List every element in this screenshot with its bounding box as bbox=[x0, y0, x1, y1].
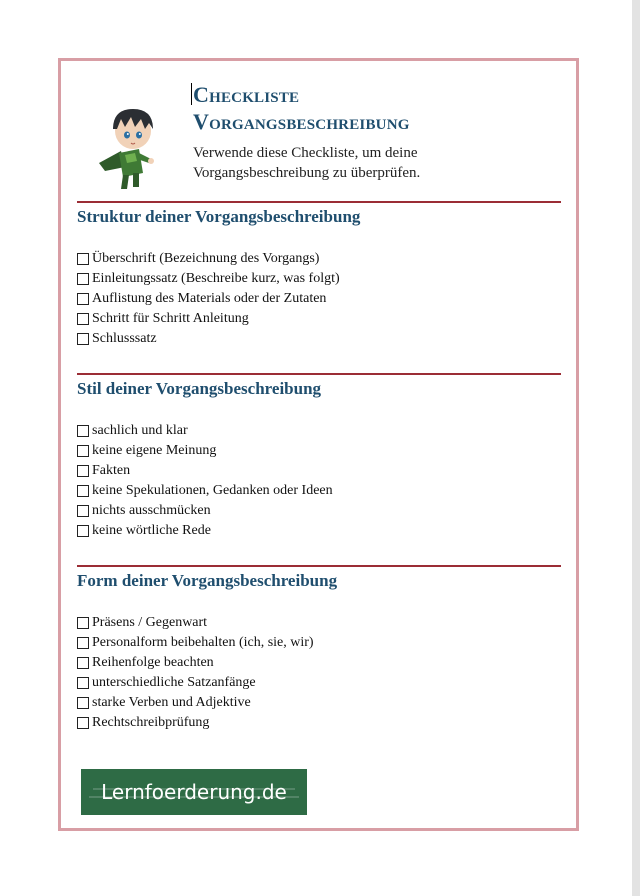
checkbox[interactable] bbox=[77, 697, 89, 709]
text-cursor bbox=[191, 83, 192, 105]
checklist-item-label: starke Verben und Adjektive bbox=[92, 695, 251, 710]
checklist-item-label: Fakten bbox=[92, 463, 131, 478]
checklist-item-label: Auflistung des Materials oder der Zutaten bbox=[92, 291, 327, 306]
lernfoerderung-logo bbox=[81, 769, 307, 815]
checklist-item bbox=[77, 329, 561, 349]
checklist-item bbox=[77, 461, 561, 481]
checkbox[interactable] bbox=[77, 717, 89, 729]
checklist-item-label: keine wörtliche Rede bbox=[92, 523, 211, 538]
title-line-1: Checkliste bbox=[193, 82, 300, 107]
checklist-item-label: Rechtschreibprüfung bbox=[92, 715, 210, 730]
checkbox[interactable] bbox=[77, 293, 89, 305]
checklist-item-label: keine eigene Meinung bbox=[92, 443, 217, 458]
checklist-item bbox=[77, 673, 561, 693]
checklist-item bbox=[77, 693, 561, 713]
checklist-item bbox=[77, 481, 561, 501]
section-form bbox=[77, 565, 561, 733]
checklist-item bbox=[77, 421, 561, 441]
checkbox[interactable] bbox=[77, 677, 89, 689]
checklist-item bbox=[77, 713, 561, 733]
checklist-item-label: Personalform beibehalten (ich, sie, wir) bbox=[92, 635, 314, 650]
document-title bbox=[193, 81, 410, 135]
checklist-item bbox=[77, 633, 561, 653]
checklist bbox=[77, 421, 561, 541]
checklist-item-label: keine Spekulationen, Gedanken oder Ideen bbox=[92, 483, 333, 498]
checklist-item-label: nichts ausschmücken bbox=[92, 503, 211, 518]
checklist bbox=[77, 613, 561, 733]
checkbox[interactable] bbox=[77, 637, 89, 649]
section-style bbox=[77, 373, 561, 541]
checkbox[interactable] bbox=[77, 425, 89, 437]
checklist-item bbox=[77, 521, 561, 541]
checklist-item-label: Reihenfolge beachten bbox=[92, 655, 214, 670]
section-divider bbox=[77, 565, 561, 567]
document-page bbox=[58, 58, 579, 831]
section-heading: Stil deiner Vorgangsbeschreibung bbox=[77, 379, 322, 398]
superhero-mascot-image bbox=[91, 97, 173, 193]
checkbox[interactable] bbox=[77, 445, 89, 457]
checklist-item-label: Präsens / Gegenwart bbox=[92, 615, 208, 630]
section-heading: Form deiner Vorgangsbeschreibung bbox=[77, 571, 338, 590]
section-heading: Struktur deiner Vorgangsbeschreibung bbox=[77, 207, 361, 226]
checkbox[interactable] bbox=[77, 617, 89, 629]
checklist-item bbox=[77, 653, 561, 673]
checklist-item-label: Schritt für Schritt Anleitung bbox=[92, 311, 249, 326]
title-line-2: Vorgangsbeschreibung bbox=[193, 109, 410, 134]
section-divider bbox=[77, 373, 561, 375]
checklist-item bbox=[77, 613, 561, 633]
checkbox[interactable] bbox=[77, 253, 89, 265]
checkbox[interactable] bbox=[77, 313, 89, 325]
window-edge-scrollbar bbox=[632, 0, 640, 896]
checklist-item-label: Überschrift (Bezeichnung des Vorgangs) bbox=[92, 251, 320, 266]
checkbox[interactable] bbox=[77, 465, 89, 477]
checklist-item bbox=[77, 289, 561, 309]
checklist-item-label: unterschiedliche Satzanfänge bbox=[92, 675, 256, 690]
checkbox[interactable] bbox=[77, 485, 89, 497]
section-structure bbox=[77, 201, 561, 349]
checklist-item bbox=[77, 441, 561, 461]
checklist-item-label: Einleitungssatz (Beschreibe kurz, was folgt) bbox=[92, 271, 340, 286]
checkbox[interactable] bbox=[77, 657, 89, 669]
checkbox[interactable] bbox=[77, 505, 89, 517]
checkbox[interactable] bbox=[77, 525, 89, 537]
checklist-item bbox=[77, 269, 561, 289]
checkbox[interactable] bbox=[77, 333, 89, 345]
logo-text: Lernfoerderung.de bbox=[101, 780, 287, 804]
checkbox[interactable] bbox=[77, 273, 89, 285]
checklist bbox=[77, 249, 561, 349]
intro-text: Verwende diese Checkliste, um deine Vorgangsbeschreibung zu überprüfen. bbox=[193, 145, 421, 181]
checklist-item bbox=[77, 501, 561, 521]
checklist-item-label: Schlusssatz bbox=[92, 331, 157, 346]
section-divider bbox=[77, 201, 561, 203]
checklist-item-label: sachlich und klar bbox=[92, 423, 188, 438]
checklist-item bbox=[77, 249, 561, 269]
checklist-item bbox=[77, 309, 561, 329]
